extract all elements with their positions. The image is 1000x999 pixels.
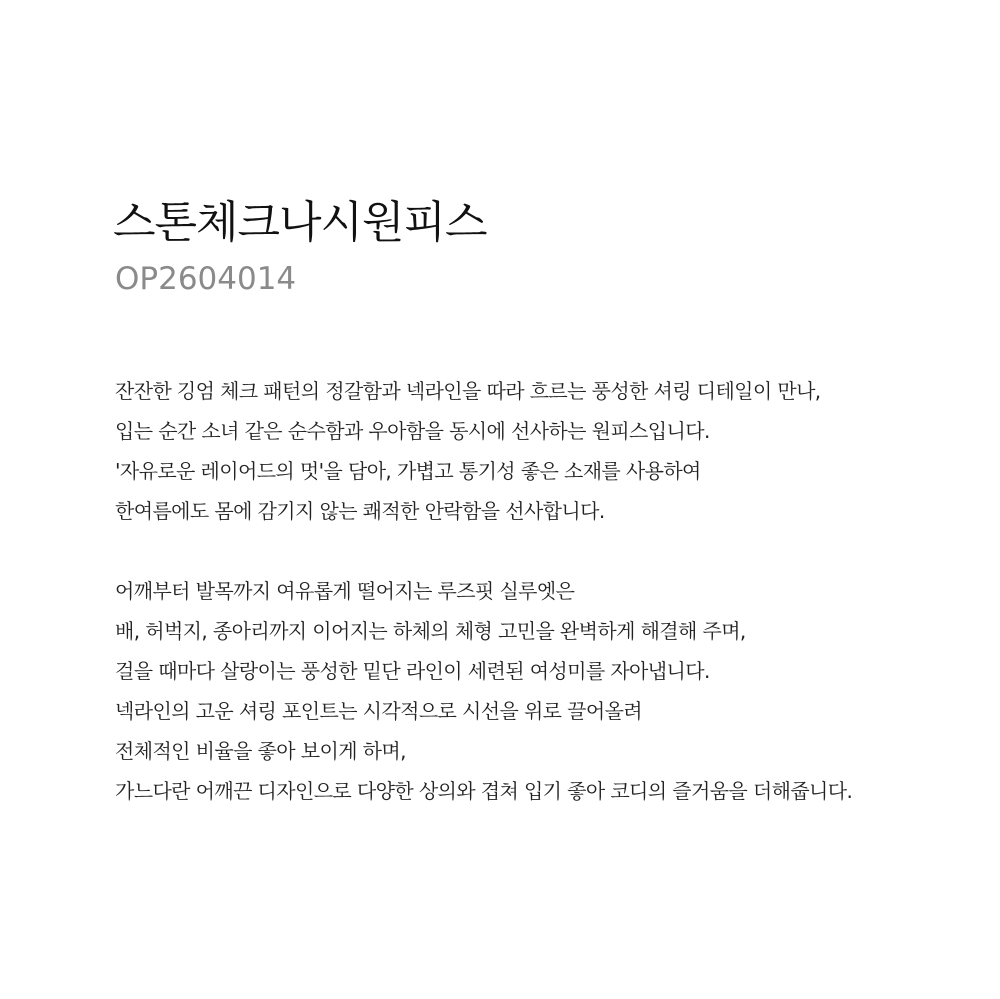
product-code: OP2604014 — [115, 261, 297, 297]
description-line: 배, 허벅지, 종아리까지 이어지는 하체의 체형 고민을 완벽하게 해결해 주며, — [115, 619, 746, 643]
description-line: 걸을 때마다 살랑이는 풍성한 밑단 라인이 세련된 여성미를 자아냅니다. — [115, 659, 710, 683]
description-line: 한여름에도 몸에 감기지 않는 쾌적한 안락함을 선사합니다. — [115, 499, 605, 523]
product-description — [115, 371, 995, 811]
description-line: 가느다란 어깨끈 디자인으로 다양한 상의와 겹쳐 입기 좋아 코디의 즐거움을 더해줍니다. — [115, 779, 853, 803]
description-line: 전체적인 비율을 좋아 보이게 하며, — [115, 739, 406, 763]
product-title: 스톤체크나시원피스 — [113, 197, 487, 248]
description-line: 잔잔한 깅엄 체크 패턴의 정갈함과 넥라인을 따라 흐르는 풍성한 셔링 디테일이 만나, — [115, 379, 821, 403]
description-paragraph-1 — [115, 371, 995, 531]
description-line: 넥라인의 고운 셔링 포인트는 시각적으로 시선을 위로 끌어올려 — [115, 699, 643, 723]
description-line: '자유로운 레이어드의 멋'을 담아, 가볍고 통기성 좋은 소재를 사용하여 — [115, 459, 701, 483]
description-line: 어깨부터 발목까지 여유롭게 떨어지는 루즈핏 실루엣은 — [115, 579, 575, 603]
description-line: 입는 순간 소녀 같은 순수함과 우아함을 동시에 선사하는 원피스입니다. — [115, 419, 710, 443]
description-paragraph-2 — [115, 571, 995, 811]
